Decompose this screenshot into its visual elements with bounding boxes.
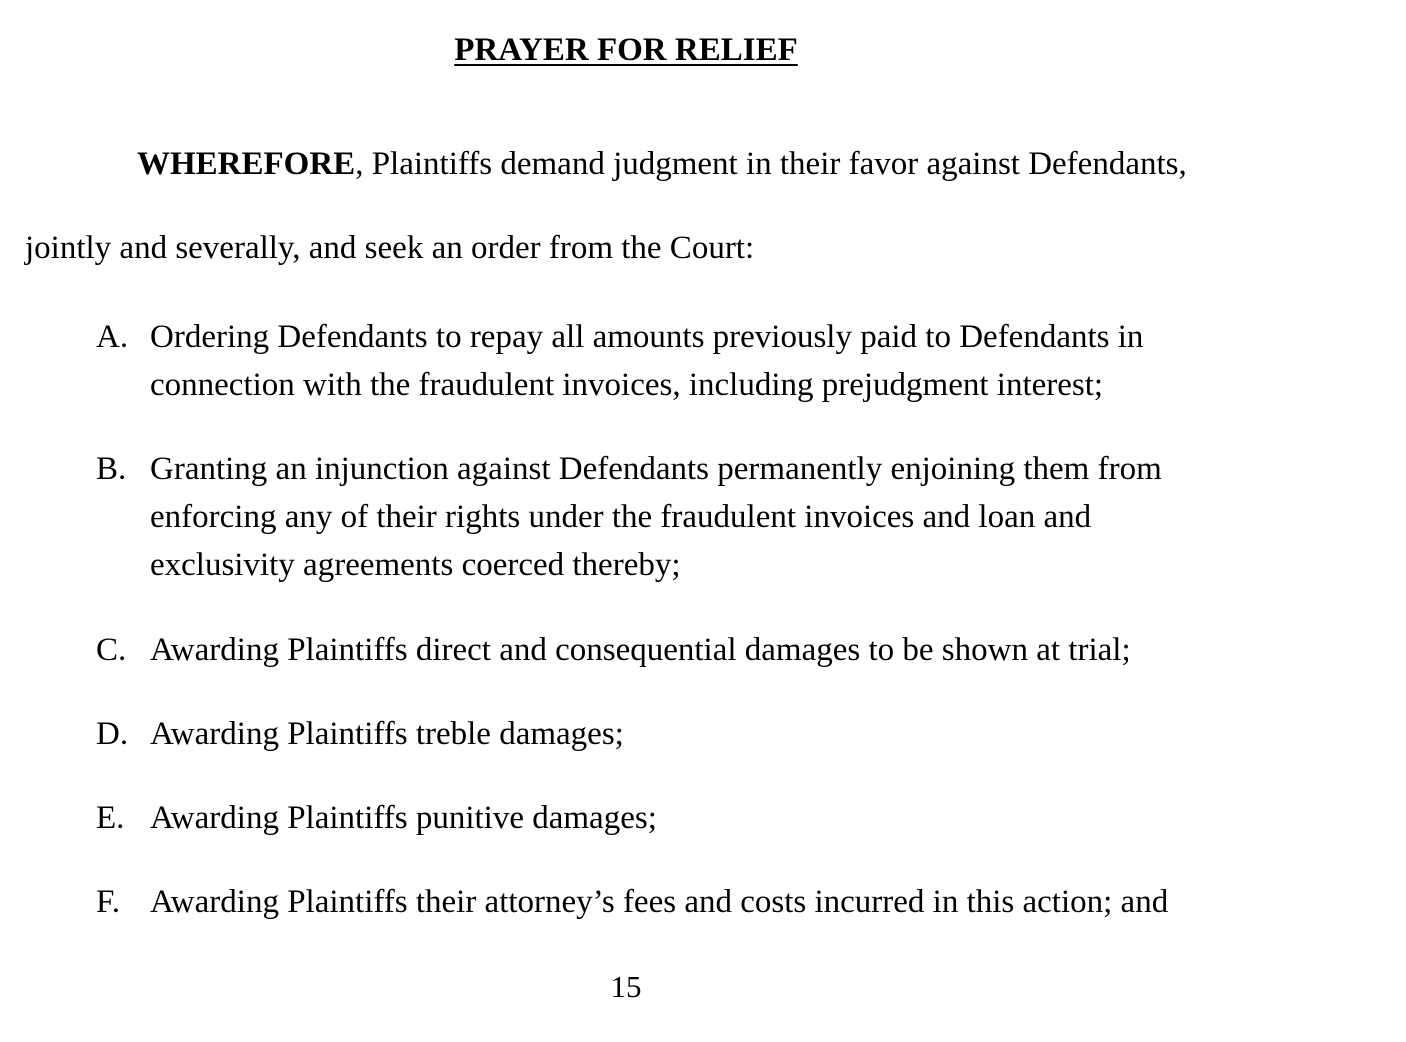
wherefore-bold: WHEREFORE: [137, 146, 356, 182]
page-number: 15: [610, 969, 642, 1004]
relief-item-text: Awarding Plaintiffs direct and consequential damages to be shown at trial;: [150, 632, 1131, 668]
section-heading: [0, 28, 1252, 72]
relief-item-letter: C.: [96, 632, 127, 668]
relief-item-letter: D.: [96, 716, 129, 752]
relief-item-text: Awarding Plaintiffs their attorney’s fees and costs incurred in this action; and: [150, 884, 1169, 920]
relief-item-text: Ordering Defendants to repay all amounts previously paid to Defendants in connection with the fraudulent invoices, including prejudgment interest;: [150, 319, 1144, 403]
relief-item-letter: A.: [96, 319, 129, 355]
intro-paragraph-line-2: jointly and severally, and seek an order from the Court:: [25, 230, 755, 266]
section-heading-text: PRAYER FOR RELIEF: [454, 32, 798, 68]
relief-item-d: [96, 710, 1296, 758]
relief-item-text: Granting an injunction against Defendants permanently enjoining them from enforcing any of their rights under the fraudulent invoices and loan and exclusivity agreements coerced thereby;: [150, 451, 1162, 583]
intro-paragraph-line-1: [137, 142, 1187, 186]
relief-item-e: [96, 794, 1296, 842]
relief-item-f: [96, 878, 1296, 926]
intro-line-1-text: , Plaintiffs demand judgment in their favor against Defendants,: [355, 146, 1187, 182]
relief-item-text: Awarding Plaintiffs treble damages;: [150, 716, 624, 752]
relief-item-c: [96, 626, 1296, 674]
relief-item-b: [96, 445, 1296, 589]
relief-item-letter: B.: [96, 451, 127, 487]
relief-item-text: Awarding Plaintiffs punitive damages;: [150, 800, 657, 836]
relief-item-letter: F.: [96, 884, 120, 920]
relief-item-a: [96, 313, 1296, 409]
relief-item-letter: E.: [96, 800, 125, 836]
